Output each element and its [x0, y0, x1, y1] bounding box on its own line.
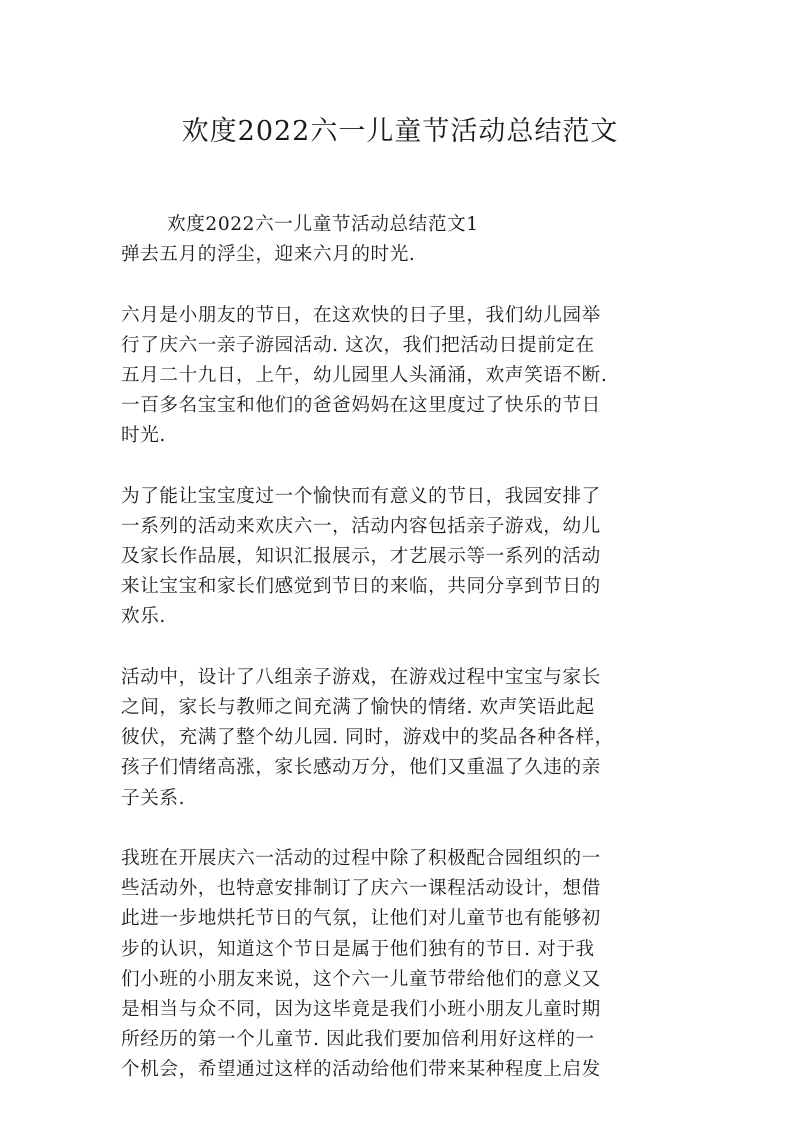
section-heading: 欢度2022六一儿童节活动总结范文1: [167, 214, 479, 235]
paragraph: [121, 844, 681, 1086]
text-line: 之间，家长与教师之间充满了愉快的情绪. 欢声笑语此起: [121, 697, 595, 718]
text-line: 们小班的小朋友来说，这个六一儿童节带给他们的意义又: [121, 968, 601, 990]
page-title: 欢度2022六一儿童节活动总结范文: [181, 116, 619, 147]
paragraph-gap: [121, 633, 681, 663]
text-line: 此进一步地烘托节日的气氛，让他们对儿童节也有能够初: [121, 908, 601, 930]
text-line: 步的认识，知道这个节日是属于他们独有的节日. 对于我: [121, 938, 595, 960]
paragraph-gap: [121, 814, 681, 844]
text-line: 个机会，希望通过这样的活动给他们带来某种程度上启发: [121, 1059, 601, 1081]
text-line: 来让宝宝和家长们感觉到节日的来临，共同分享到节日的: [121, 576, 601, 598]
paragraph: [121, 482, 681, 633]
text-line: 孩子们情绪高涨，家长感动万分，他们又重温了久违的亲: [121, 757, 601, 779]
text-line: 一百多名宝宝和他们的爸爸妈妈在这里度过了快乐的节日: [121, 395, 601, 417]
paragraph-gap: [121, 452, 681, 482]
text-line: 为了能让宝宝度过一个愉快而有意义的节日，我园安排了: [121, 485, 601, 507]
text-line: 行了庆六一亲子游园活动. 这次，我们把活动日提前定在: [121, 334, 595, 356]
document-body: [121, 210, 681, 1085]
text-line: 五月二十九日，上午，幼儿园里人头涌涌，欢声笑语不断.: [121, 364, 608, 386]
text-line: 欢乐.: [121, 606, 166, 628]
text-line: 是相当与众不同，因为这毕竟是我们小班小朋友儿童时期: [121, 998, 601, 1020]
text-line: 时光.: [121, 425, 166, 447]
text-line: 些活动外，也特意安排制订了庆六一课程活动设计，想借: [121, 878, 601, 900]
text-line: 我班在开展庆六一活动的过程中除了积极配合园组织的一: [121, 847, 601, 869]
text-line: 一系列的活动来欢庆六一，活动内容包括亲子游戏，幼儿: [121, 515, 601, 537]
paragraph: [121, 663, 681, 814]
text-line: 所经历的第一个儿童节. 因此我们要加倍利用好这样的一: [121, 1029, 595, 1051]
text-line: 活动中，设计了八组亲子游戏，在游戏过程中宝宝与家长: [121, 666, 601, 688]
intro-line: 弹去五月的浮尘，迎来六月的时光.: [121, 244, 416, 266]
paragraph: [121, 301, 681, 452]
text-line: 六月是小朋友的节日，在这欢快的日子里，我们幼儿园举: [121, 304, 601, 326]
text-line: 彼伏，充满了整个幼儿园. 同时，游戏中的奖品各种各样，: [121, 727, 614, 749]
text-line: 及家长作品展，知识汇报展示，才艺展示等一系列的活动: [121, 546, 601, 568]
text-line: 子关系.: [121, 787, 186, 809]
paragraph-gap: [121, 270, 681, 300]
